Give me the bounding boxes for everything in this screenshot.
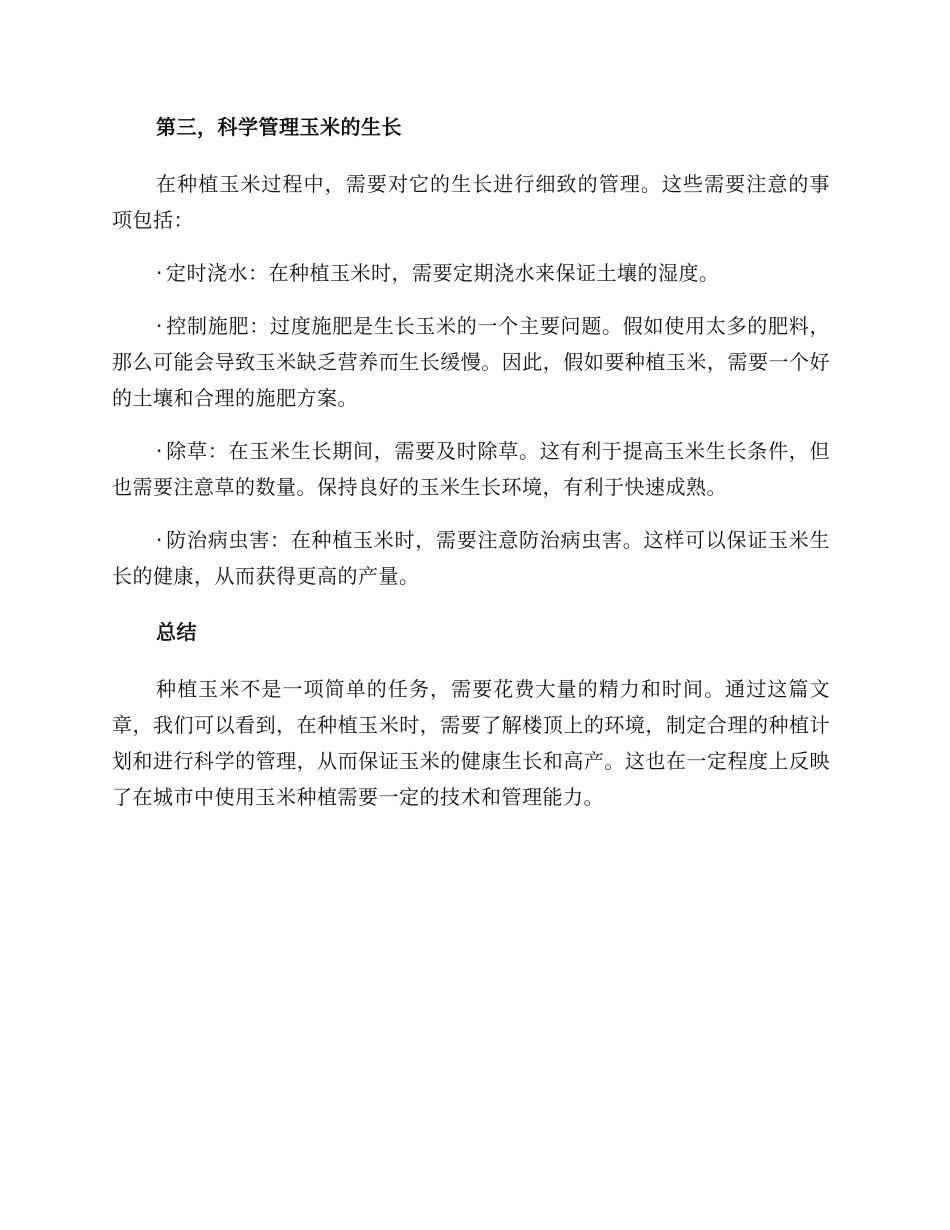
summary-paragraph: 种植玉米不是一项简单的任务，需要花费大量的精力和时间。通过这篇文章，我们可以看到，在种植玉米时，需要了解楼顶上的环境，制定合理的种植计划和进行科学的管理，从而保证玉米的健康生长和高产。这也在一定程度上反映了在城市中使用玉米种植需要一定的技术和管理能力。 [112, 677, 830, 809]
list-item-pest-control [112, 522, 830, 594]
list-item-weeding [112, 433, 830, 505]
bullet-icon: · [156, 439, 163, 463]
intro-paragraph: 在种植玉米过程中，需要对它的生长进行细致的管理。这些需要注意的事项包括： [112, 172, 830, 232]
bullet-icon: · [156, 314, 163, 338]
list-item-text: 控制施肥：过度施肥是生长玉米的一个主要问题。假如使用太多的肥料，那么可能会导致玉米缺乏营养而生长缓慢。因此，假如要种植玉米，需要一个好的土壤和合理的施肥方案。 [112, 314, 830, 410]
bullet-icon: · [156, 528, 163, 552]
list-item-text: 除草：在玉米生长期间，需要及时除草。这有利于提高玉米生长条件，但也需要注意草的数量。保持良好的玉米生长环境，有利于快速成熟。 [112, 439, 830, 499]
list-item-text: 防治病虫害：在种植玉米时，需要注意防治病虫害。这样可以保证玉米生长的健康，从而获得更高的产量。 [112, 528, 830, 588]
bullet-icon: · [156, 261, 163, 285]
list-item-fertilizing [112, 308, 830, 416]
document-body [112, 106, 830, 832]
list-item-watering [112, 255, 830, 291]
section-heading-management: 第三，科学管理玉米的生长 [156, 115, 402, 139]
section-heading-summary: 总结 [156, 620, 197, 644]
list-item-text: 定时浇水：在种植玉米时，需要定期浇水来保证土壤的湿度。 [166, 261, 720, 285]
